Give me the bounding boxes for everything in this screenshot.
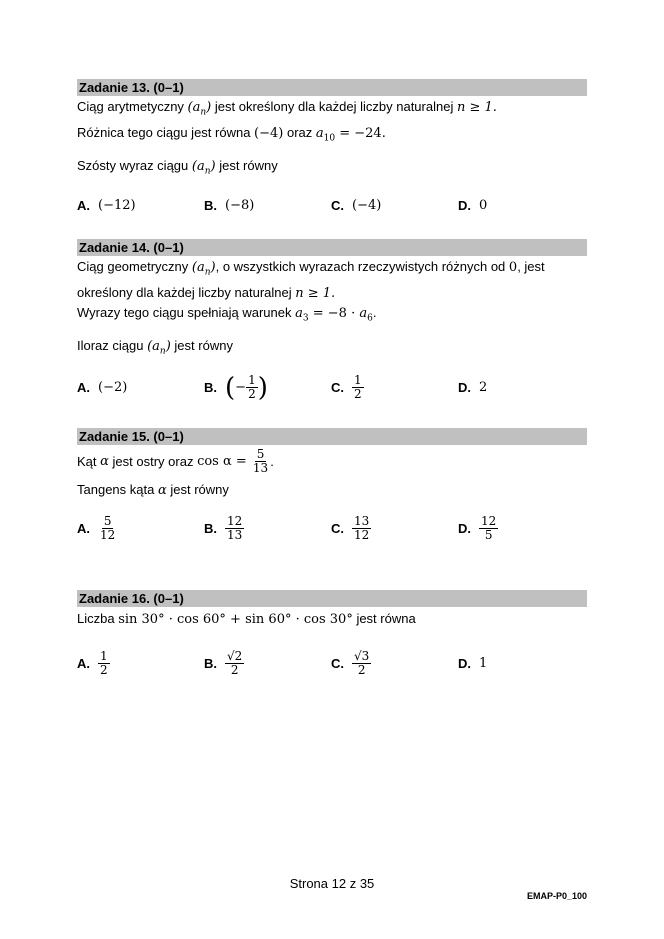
fraction: $\frac{5}{13}$ <box>252 446 269 475</box>
task-header: Zadanie 13. (0–1) <box>77 79 587 96</box>
answer-b[interactable]: B. $\frac{12}{13}$ <box>204 513 243 542</box>
fraction: $\frac{√3}{2}$ <box>354 648 370 677</box>
task-statement-line: Ciąg geometryczny $(a_n)$, o wszystkich wyrazach rzeczywistych różnych od 0, jest <box>77 259 545 278</box>
task-statement-line: Wyrazy tego ciągu spełniają warunek $a_3 = -8 \cdot a_6$. <box>77 304 377 324</box>
answer-a[interactable]: A. (−12) <box>77 198 136 214</box>
document-code: EMAP-P0_100 <box>526 891 587 901</box>
answer-a[interactable]: A. (−2) <box>77 380 128 396</box>
answer-options <box>77 186 587 226</box>
answer-a[interactable]: A. $\frac{1}{2}$ <box>77 648 108 677</box>
task-16 <box>77 590 587 683</box>
answer-c[interactable]: C. $\frac{1}{2}$ <box>331 373 362 402</box>
answer-options <box>77 643 587 683</box>
task-header: Zadanie 16. (0–1) <box>77 590 587 607</box>
answer-d[interactable]: D. 1 <box>458 655 488 671</box>
fraction: $\frac{5}{12}$ <box>100 513 116 542</box>
fraction: $\frac{12}{5}$ <box>481 513 497 542</box>
answer-b[interactable]: B. ( − $\frac{1}{2}$ ) <box>204 372 268 403</box>
answer-options <box>77 508 587 548</box>
answer-d[interactable]: D. $\frac{12}{5}$ <box>458 513 497 542</box>
answer-d[interactable]: D. 0 <box>458 198 488 214</box>
task-statement-line: określony dla każdej liczby naturalnej n ≥ 1. <box>77 284 336 301</box>
task-statement-line: Kąt α jest ostry oraz cos α = $\frac{5}{13}$ . <box>77 446 274 475</box>
task-question: Iloraz ciągu $(a_n)$ jest równy <box>77 338 233 357</box>
task-question: Tangens kąta α jest równy <box>77 482 229 498</box>
task-question: Szósty wyraz ciągu $(a_n)$ jest równy <box>77 158 278 177</box>
task-13 <box>77 79 587 226</box>
answer-c[interactable]: C. (−4) <box>331 198 382 214</box>
page-number: Strona 12 z 35 <box>289 876 375 891</box>
answer-options <box>77 368 587 408</box>
fraction: $\frac{√2}{2}$ <box>227 648 243 677</box>
fraction: $\frac{1}{2}$ <box>354 373 362 402</box>
answer-d[interactable]: D. 2 <box>458 380 488 396</box>
task-header: Zadanie 14. (0–1) <box>77 239 587 256</box>
task-14 <box>77 239 587 408</box>
fraction: $\frac{1}{2}$ <box>100 648 108 677</box>
answer-b[interactable]: B. (−8) <box>204 198 255 214</box>
task-15 <box>77 428 587 548</box>
fraction: $\frac{1}{2}$ <box>248 373 256 402</box>
answer-c[interactable]: C. $\frac{√3}{2}$ <box>331 648 370 677</box>
answer-a[interactable]: A. $\frac{5}{12}$ <box>77 513 116 542</box>
task-statement-line: Ciąg arytmetyczny $(a_n)$ jest określony dla każdej liczby naturalnej n ≥ 1. <box>77 99 497 118</box>
task-header: Zadanie 15. (0–1) <box>77 428 587 445</box>
fraction: $\frac{12}{13}$ <box>227 513 243 542</box>
answer-c[interactable]: C. $\frac{13}{12}$ <box>331 513 370 542</box>
fraction: $\frac{13}{12}$ <box>354 513 370 542</box>
task-statement-line: Liczba sin 30° · cos 60° + sin 60° · cos 30° jest równa <box>77 611 416 627</box>
answer-b[interactable]: B. $\frac{√2}{2}$ <box>204 648 243 677</box>
task-statement-line: Różnica tego ciągu jest równa (−4) oraz $a_{10} = -24$. <box>77 124 386 144</box>
